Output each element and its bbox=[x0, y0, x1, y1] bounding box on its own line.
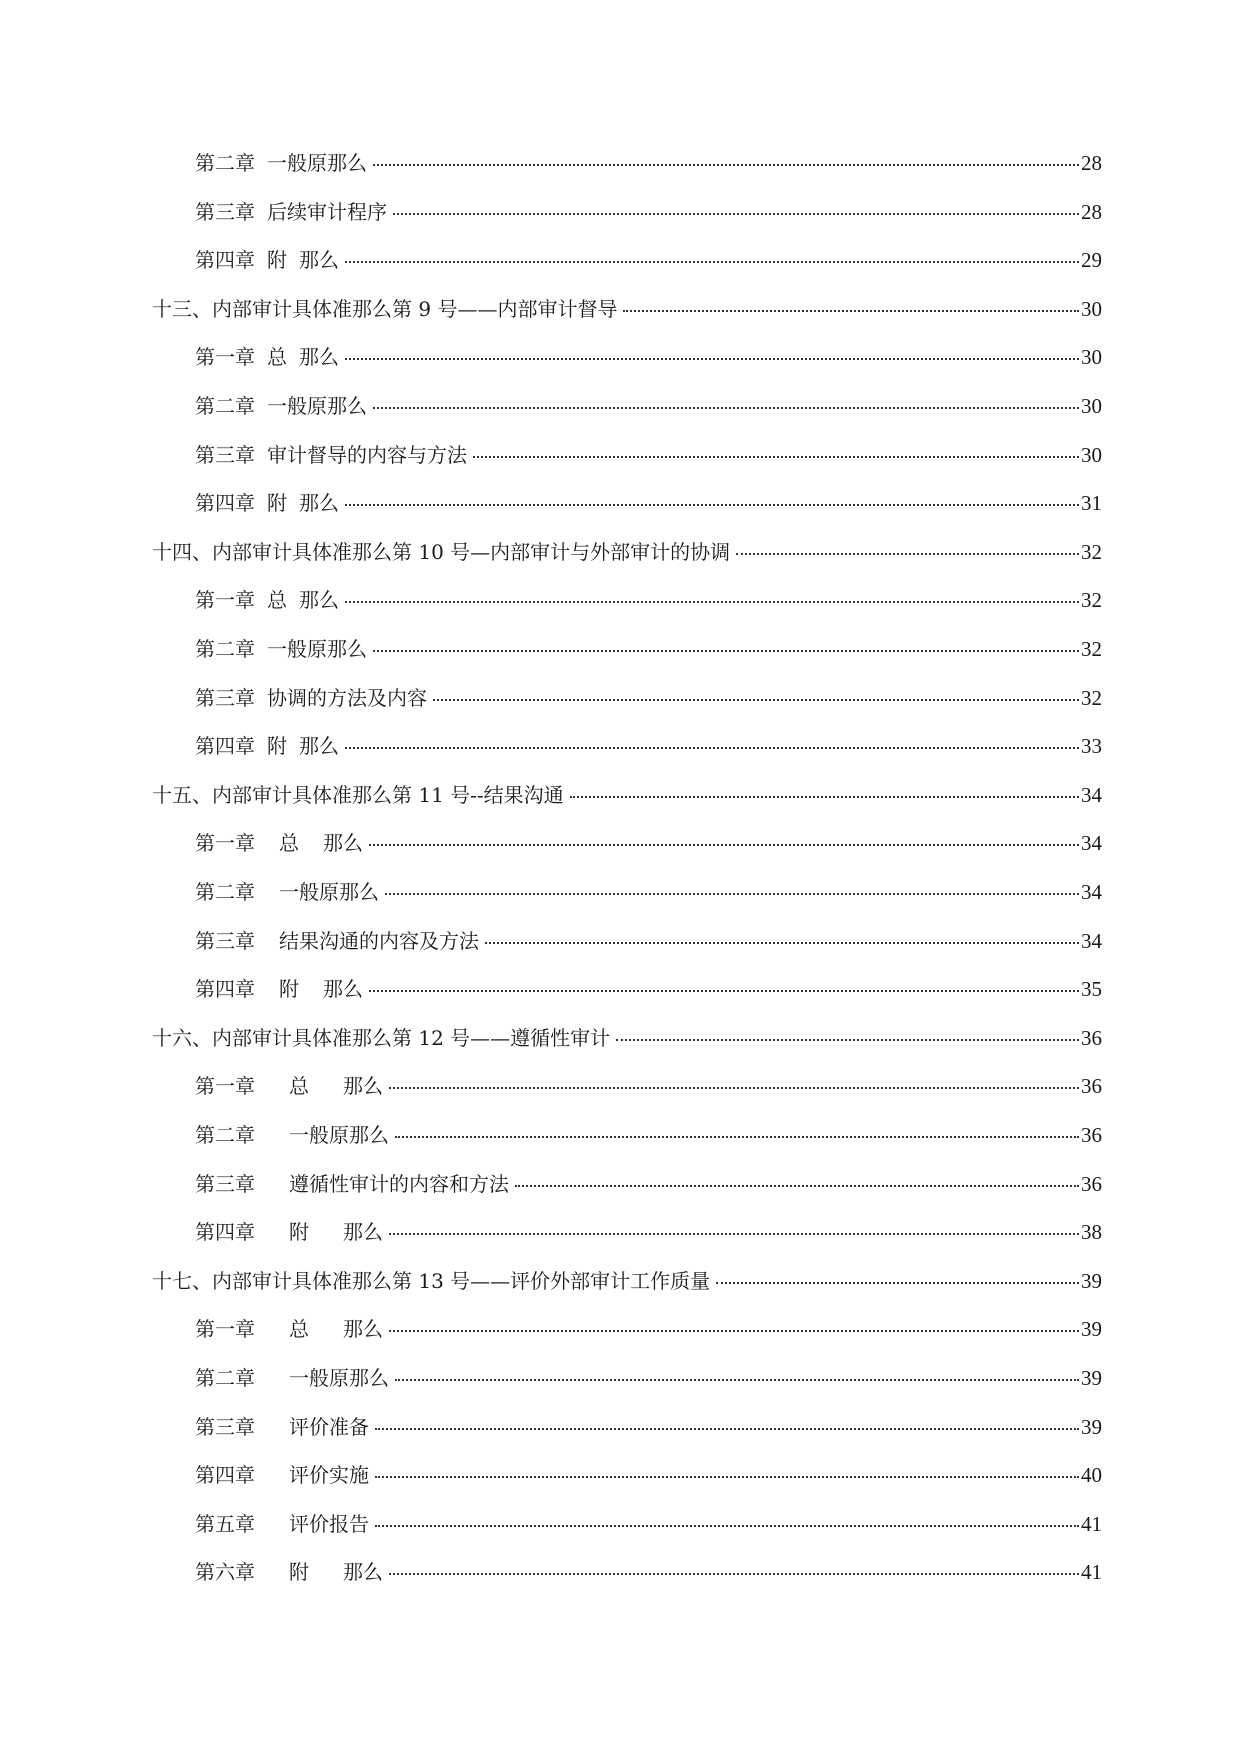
toc-entry-title bbox=[195, 1219, 383, 1245]
toc-title-part: 一般原那么 bbox=[267, 637, 367, 661]
dot-leader bbox=[570, 796, 1079, 798]
toc-entry-title bbox=[195, 685, 427, 711]
dot-leader bbox=[345, 601, 1079, 603]
toc-page-number: 38 bbox=[1081, 1220, 1102, 1245]
toc-title-part: 一般原那么 bbox=[279, 880, 379, 904]
toc-chapter-entry[interactable] bbox=[195, 393, 1102, 419]
toc-entry-title bbox=[195, 976, 363, 1002]
toc-title-part: 第一章 bbox=[195, 831, 255, 856]
toc-title-part: 第四章 bbox=[195, 1220, 255, 1245]
toc-entry-title bbox=[195, 490, 339, 516]
toc-page-number: 39 bbox=[1081, 1414, 1102, 1439]
toc-title-part: 评价实施 bbox=[289, 1463, 369, 1488]
toc-title-part: 第二章 bbox=[195, 637, 255, 661]
dot-leader bbox=[373, 407, 1079, 409]
toc-page-number: 36 bbox=[1081, 1025, 1102, 1050]
toc-title-part: 一般原那么 bbox=[267, 151, 367, 175]
toc-page-number: 32 bbox=[1081, 588, 1102, 613]
toc-title-part: 十六、内部审计具体准那么第 12 号——遵循性审计 bbox=[152, 1025, 611, 1050]
toc-page-number: 34 bbox=[1081, 928, 1102, 953]
toc-entry-title bbox=[195, 830, 363, 856]
toc-entry-title bbox=[195, 150, 367, 176]
toc-chapter-entry[interactable] bbox=[195, 928, 1102, 954]
toc-title-part: 评价准备 bbox=[289, 1414, 369, 1439]
dot-leader bbox=[393, 213, 1079, 215]
toc-title-part: 十七、内部审计具体准那么第 13 号——评价外部审计工作质量 bbox=[152, 1268, 711, 1293]
toc-title-part: 第三章 bbox=[195, 928, 255, 953]
toc-title-part: 第四章 bbox=[195, 248, 255, 273]
toc-title-part: 协调的方法及内容 bbox=[267, 685, 427, 710]
toc-entry-title bbox=[195, 1171, 509, 1197]
toc-page-number: 34 bbox=[1081, 880, 1102, 904]
toc-title-part: 第二章 bbox=[195, 1123, 255, 1147]
toc-section-entry[interactable] bbox=[152, 1268, 1102, 1294]
toc-page-number: 39 bbox=[1081, 1366, 1102, 1390]
toc-title-part: 那么 bbox=[343, 1074, 383, 1099]
toc-chapter-entry[interactable] bbox=[195, 830, 1102, 856]
toc-entry-title bbox=[195, 199, 387, 225]
toc-title-part: 总 bbox=[279, 831, 299, 856]
toc-chapter-entry[interactable] bbox=[195, 587, 1102, 613]
dot-leader bbox=[395, 1379, 1079, 1381]
toc-title-part: 第三章 bbox=[195, 199, 255, 224]
toc-chapter-entry[interactable] bbox=[195, 1171, 1102, 1197]
dot-leader bbox=[369, 844, 1079, 846]
toc-entry-title bbox=[195, 344, 339, 370]
toc-title-part: 附 bbox=[267, 734, 287, 759]
toc-title-part: 附 bbox=[267, 248, 287, 273]
toc-entry-title bbox=[152, 539, 730, 565]
toc-title-part: 附 bbox=[279, 977, 299, 1002]
dot-leader bbox=[616, 1039, 1079, 1041]
dot-leader bbox=[375, 1428, 1079, 1430]
toc-chapter-entry[interactable] bbox=[195, 976, 1102, 1002]
toc-title-part: 评价报告 bbox=[289, 1511, 369, 1536]
toc-entry-title bbox=[195, 1559, 383, 1585]
toc-title-part: 结果沟通的内容及方法 bbox=[279, 928, 479, 953]
toc-entry-title bbox=[195, 1414, 369, 1440]
dot-leader bbox=[716, 1282, 1079, 1284]
toc-title-part: 十五、内部审计具体准那么第 11 号--结果沟通 bbox=[152, 782, 564, 807]
toc-title-part: 附 bbox=[267, 491, 287, 516]
toc-title-part: 十四、内部审计具体准那么第 10 号—内部审计与外部审计的协调 bbox=[152, 539, 731, 564]
toc-title-part: 那么 bbox=[299, 491, 339, 516]
toc-chapter-entry[interactable] bbox=[195, 344, 1102, 370]
toc-chapter-entry[interactable] bbox=[195, 150, 1102, 176]
toc-title-part: 第一章 bbox=[195, 345, 255, 370]
toc-title-part: 第六章 bbox=[195, 1560, 255, 1585]
toc-page-number: 36 bbox=[1081, 1171, 1102, 1196]
dot-leader bbox=[385, 893, 1079, 895]
toc-page-number: 30 bbox=[1081, 345, 1102, 370]
toc-title-part: 那么 bbox=[299, 345, 339, 370]
toc-page-number: 30 bbox=[1081, 296, 1102, 321]
toc-section-entry[interactable] bbox=[152, 1025, 1102, 1051]
toc-title-part: 第二章 bbox=[195, 880, 255, 904]
dot-leader bbox=[389, 1330, 1079, 1332]
toc-title-part: 那么 bbox=[299, 248, 339, 273]
toc-entry-title bbox=[195, 393, 367, 419]
toc-title-part: 第一章 bbox=[195, 588, 255, 613]
toc-page-number: 28 bbox=[1081, 151, 1102, 175]
dot-leader bbox=[373, 650, 1079, 652]
toc-title-part: 第四章 bbox=[195, 1463, 255, 1488]
dot-leader bbox=[375, 1525, 1079, 1527]
dot-leader bbox=[345, 358, 1079, 360]
toc-title-part: 第三章 bbox=[195, 685, 255, 710]
toc-page-number: 36 bbox=[1081, 1074, 1102, 1099]
dot-leader bbox=[369, 990, 1079, 992]
toc-title-part: 第二章 bbox=[195, 1366, 255, 1390]
toc-title-part: 那么 bbox=[323, 977, 363, 1002]
toc-chapter-entry[interactable] bbox=[195, 247, 1102, 273]
dot-leader bbox=[433, 699, 1079, 701]
toc-title-part: 那么 bbox=[343, 1560, 383, 1585]
toc-page-number: 32 bbox=[1081, 685, 1102, 710]
toc-title-part: 总 bbox=[267, 345, 287, 370]
toc-entry-title bbox=[152, 1025, 610, 1051]
toc-chapter-entry[interactable] bbox=[195, 442, 1102, 468]
dot-leader bbox=[485, 942, 1079, 944]
toc-title-part: 一般原那么 bbox=[289, 1366, 389, 1390]
dot-leader bbox=[373, 164, 1079, 166]
toc-title-part: 那么 bbox=[343, 1220, 383, 1245]
toc-entry-title bbox=[195, 1073, 383, 1099]
dot-leader bbox=[736, 553, 1079, 555]
toc-chapter-entry[interactable] bbox=[195, 1559, 1102, 1585]
toc-chapter-entry[interactable] bbox=[195, 1122, 1102, 1148]
toc-title-part: 第二章 bbox=[195, 151, 255, 175]
toc-title-part: 第三章 bbox=[195, 1414, 255, 1439]
toc-title-part: 第二章 bbox=[195, 394, 255, 418]
toc-chapter-entry[interactable] bbox=[195, 879, 1102, 905]
toc-page-number: 41 bbox=[1081, 1511, 1102, 1536]
dot-leader bbox=[389, 1233, 1079, 1235]
toc-page-number: 36 bbox=[1081, 1123, 1102, 1147]
toc-entry-title bbox=[152, 296, 617, 322]
toc-section-entry[interactable] bbox=[152, 782, 1102, 808]
toc-entry-title bbox=[152, 1268, 710, 1294]
toc-page-number: 30 bbox=[1081, 442, 1102, 467]
dot-leader bbox=[345, 504, 1079, 506]
toc-page-number: 39 bbox=[1081, 1268, 1102, 1293]
toc-page-number: 31 bbox=[1081, 491, 1102, 516]
toc-entry-title bbox=[152, 782, 564, 808]
toc-title-part: 附 bbox=[289, 1560, 309, 1585]
toc-chapter-entry[interactable] bbox=[195, 1462, 1102, 1488]
dot-leader bbox=[473, 456, 1079, 458]
toc-title-part: 后续审计程序 bbox=[267, 199, 387, 224]
toc-entry-title bbox=[195, 1462, 369, 1488]
toc-title-part: 第四章 bbox=[195, 977, 255, 1002]
dot-leader bbox=[389, 1573, 1079, 1575]
toc-title-part: 那么 bbox=[299, 734, 339, 759]
toc-entry-title bbox=[195, 1365, 389, 1391]
toc-chapter-entry[interactable] bbox=[195, 1219, 1102, 1245]
toc-entry-title bbox=[195, 1316, 383, 1342]
toc-page-number: 28 bbox=[1081, 199, 1102, 224]
toc-entry-title bbox=[195, 1122, 389, 1148]
toc-title-part: 总 bbox=[267, 588, 287, 613]
toc-page-number: 34 bbox=[1081, 782, 1102, 807]
dot-leader bbox=[345, 747, 1079, 749]
toc-page-number: 34 bbox=[1081, 831, 1102, 856]
toc-title-part: 遵循性审计的内容和方法 bbox=[289, 1171, 509, 1196]
toc-page-number: 29 bbox=[1081, 248, 1102, 273]
toc-page-number: 33 bbox=[1081, 734, 1102, 759]
toc-title-part: 那么 bbox=[299, 588, 339, 613]
toc-chapter-entry[interactable] bbox=[195, 490, 1102, 516]
dot-leader bbox=[345, 261, 1079, 263]
toc-chapter-entry[interactable] bbox=[195, 1073, 1102, 1099]
toc-entry-title bbox=[195, 442, 467, 468]
toc-page-number: 32 bbox=[1081, 637, 1102, 661]
toc-page-number: 40 bbox=[1081, 1463, 1102, 1488]
toc-chapter-entry[interactable] bbox=[195, 1365, 1102, 1391]
toc-page-number: 32 bbox=[1081, 539, 1102, 564]
toc-title-part: 第一章 bbox=[195, 1074, 255, 1099]
toc-title-part: 一般原那么 bbox=[289, 1123, 389, 1147]
toc-title-part: 审计督导的内容与方法 bbox=[267, 442, 467, 467]
toc-entry-title bbox=[195, 1511, 369, 1537]
toc-entry-title bbox=[195, 733, 339, 759]
toc-title-part: 附 bbox=[289, 1220, 309, 1245]
toc-chapter-entry[interactable] bbox=[195, 733, 1102, 759]
dot-leader bbox=[375, 1476, 1079, 1478]
toc-entry-title bbox=[195, 247, 339, 273]
toc-entry-title bbox=[195, 587, 339, 613]
toc-entry-title bbox=[195, 636, 367, 662]
toc-entry-title bbox=[195, 879, 379, 905]
toc-page-number: 41 bbox=[1081, 1560, 1102, 1585]
toc-title-part: 总 bbox=[289, 1317, 309, 1342]
toc-entry-title bbox=[195, 928, 479, 954]
toc-title-part: 第五章 bbox=[195, 1511, 255, 1536]
toc-section-entry[interactable] bbox=[152, 296, 1102, 322]
toc-page-number: 35 bbox=[1081, 977, 1102, 1002]
dot-leader bbox=[515, 1185, 1079, 1187]
toc-title-part: 那么 bbox=[343, 1317, 383, 1342]
toc-page-number: 30 bbox=[1081, 394, 1102, 418]
toc-chapter-entry[interactable] bbox=[195, 1414, 1102, 1440]
toc-chapter-entry[interactable] bbox=[195, 685, 1102, 711]
toc-title-part: 那么 bbox=[323, 831, 363, 856]
toc-title-part: 第三章 bbox=[195, 1171, 255, 1196]
dot-leader bbox=[395, 1136, 1079, 1138]
toc-chapter-entry[interactable] bbox=[195, 199, 1102, 225]
toc-title-part: 第三章 bbox=[195, 442, 255, 467]
toc-page-number: 39 bbox=[1081, 1317, 1102, 1342]
dot-leader bbox=[389, 1087, 1079, 1089]
toc-title-part: 第一章 bbox=[195, 1317, 255, 1342]
toc-title-part: 第四章 bbox=[195, 734, 255, 759]
toc-title-part: 第四章 bbox=[195, 491, 255, 516]
toc-title-part: 一般原那么 bbox=[267, 394, 367, 418]
toc-chapter-entry[interactable] bbox=[195, 636, 1102, 662]
toc-section-entry[interactable] bbox=[152, 539, 1102, 565]
toc-title-part: 十三、内部审计具体准那么第 9 号——内部审计督导 bbox=[152, 296, 618, 321]
toc-title-part: 总 bbox=[289, 1074, 309, 1099]
toc-chapter-entry[interactable] bbox=[195, 1511, 1102, 1537]
toc-chapter-entry[interactable] bbox=[195, 1316, 1102, 1342]
dot-leader bbox=[623, 310, 1079, 312]
